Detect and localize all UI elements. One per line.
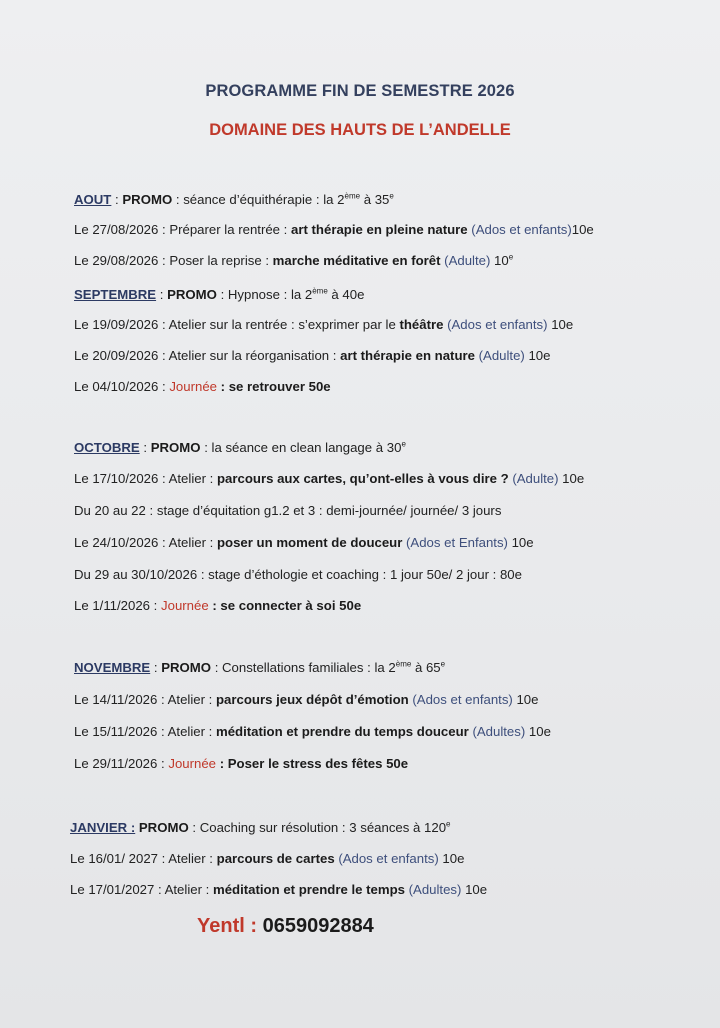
month-septembre: SEPTEMBRE [74,287,157,302]
promo-label: PROMO [161,660,212,675]
promo-label: PROMO [167,287,217,302]
page-subtitle: DOMAINE DES HAUTS DE L’ANDELLE [209,121,511,139]
novembre-promo-line: NOVEMBRE : PROMO : Constellations familiales : la 2ème à 65e [74,659,446,675]
event-line: Le 20/09/2026 : Atelier sur la réorganisation : art thérapie en nature (Adulte) 10e [74,348,551,363]
journee-line: Le 1/11/2026 : Journée : se connecter à soi 50e [74,598,362,613]
event-line: Le 19/09/2026 : Atelier sur la rentrée : s’exprimer par le théâtre (Ados et enfants) 10e [74,317,574,332]
aout-promo-line: AOUT : PROMO : séance d’équithérapie : la 2ème à 35e [74,191,394,207]
janvier-promo-line: JANVIER : PROMO : Coaching sur résolution : 3 séances à 120e [70,819,451,835]
event-line: Le 16/01/ 2027 : Atelier : parcours de cartes (Ados et enfants) 10e [70,851,465,866]
journee-line: Le 29/11/2026 : Journée : Poser le stress des fêtes 50e [74,756,409,771]
contact-name: Yentl : [197,915,263,937]
page-title: PROGRAMME FIN DE SEMESTRE 2026 [205,82,515,100]
event-line: Le 17/10/2026 : Atelier : parcours aux cartes, qu’ont-elles à vous dire ? (Adulte) 10e [74,471,585,486]
month-aout: AOUT [74,192,112,207]
contact-line [197,915,374,938]
month-janvier: JANVIER : [70,820,136,835]
month-novembre: NOVEMBRE [74,660,151,675]
event-line: Le 24/10/2026 : Atelier : poser un moment de douceur (Ados et Enfants) 10e [74,535,534,550]
promo-label: PROMO [138,820,189,835]
event-line: Du 29 au 30/10/2026 : stage d’éthologie et coaching : 1 jour 50e/ 2 jour : 80e [74,567,522,582]
event-line: Le 17/01/2027 : Atelier : méditation et prendre le temps (Adultes) 10e [70,882,488,897]
event-line: Le 14/11/2026 : Atelier : parcours jeux dépôt d’émotion (Ados et enfants) 10e [74,692,539,707]
event-line: Le 27/08/2026 : Préparer la rentrée : art thérapie en pleine nature (Ados et enfants)10e [74,222,594,237]
month-octobre: OCTOBRE [74,440,140,455]
promo-label: PROMO [122,192,173,207]
contact-phone: 0659092884 [262,915,374,937]
journee-line: Le 04/10/2026 : Journée : se retrouver 50e [74,379,331,394]
octobre-promo-line: OCTOBRE : PROMO : la séance en clean langage à 30e [74,439,406,455]
event-line: Du 20 au 22 : stage d’équitation g1.2 et 3 : demi-journée/ journée/ 3 jours [74,503,502,518]
septembre-promo-line: SEPTEMBRE : PROMO : Hypnose : la 2ème à 40e [74,286,365,302]
promo-label: PROMO [150,440,201,455]
event-line: Le 29/08/2026 : Poser la reprise : marche méditative en forêt (Adulte) 10e [74,252,514,268]
event-line: Le 15/11/2026 : Atelier : méditation et prendre du temps douceur (Adultes) 10e [74,724,551,739]
